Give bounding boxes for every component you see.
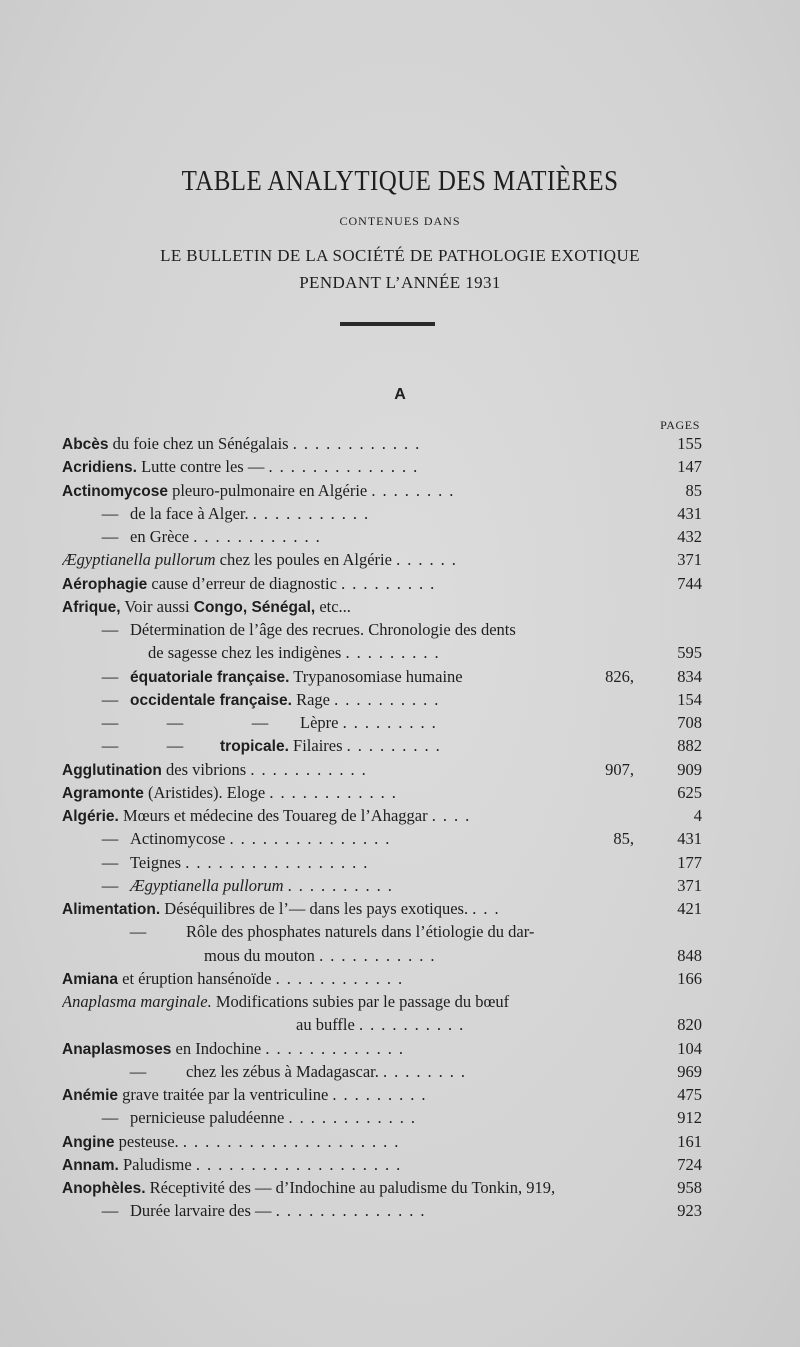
index-entry [62,479,702,502]
entry-text: Rage [296,689,330,709]
index-entry [62,944,702,967]
page-number: 85 [685,480,702,500]
section-letter: A [394,386,406,403]
entry-label [296,1013,640,1036]
page-number: 708 [677,713,702,732]
entry-text: Ægyptianella pullorum [130,875,284,895]
entry-subheading: équatoriale française. [130,668,290,686]
entry-label [62,572,640,596]
index-entry [62,1013,702,1036]
title-rule [340,322,435,326]
dash-mark: — [101,875,119,895]
index-entry [62,641,702,664]
dash-mark: — [101,666,119,686]
entry-label [62,711,640,734]
entry-text: en Indochine [175,1038,262,1058]
entry-label [62,967,640,991]
leader-dots: ......... [346,736,447,756]
dash-mark: — [101,527,119,546]
index-entry [62,1083,702,1106]
leader-dots: .................... [182,1131,406,1151]
entry-heading: Anophèles. [62,1180,146,1197]
entry-label [62,1060,640,1083]
page-number: 104 [677,1038,702,1058]
entry-label [62,734,640,758]
entry-heading: Abcès [62,436,109,453]
leader-dots: ............. [265,1038,410,1058]
dash-mark: — [166,713,184,732]
index-entry [62,502,702,525]
subtitle-contenues: CONTENUES DANS [339,214,461,228]
entry-text: pesteuse. [118,1131,179,1151]
entry-text: en Grèce [130,527,190,546]
index-entry [62,455,702,478]
leader-dots: ......... [342,713,443,732]
index-entry [62,1153,702,1176]
index-entry [62,851,702,874]
index-entry [62,1176,702,1199]
page-number: 4 [693,806,702,825]
index-entries [62,432,702,1223]
page-number: 166 [677,968,702,988]
entry-label [62,618,640,641]
leader-dots: ................. [185,852,375,872]
page-number: 371 [677,875,702,895]
entry-text: grave traitée par la ventriculine [122,1085,329,1104]
page-number: 912 [677,1108,702,1128]
index-entry [62,758,702,781]
entry-label [62,758,590,782]
index-entry [62,595,702,618]
page-number: 475 [677,1085,702,1104]
entry-text: des vibrions [166,759,247,779]
dash-mark: — [101,852,119,872]
subtitle-annee: PENDANT L’ANNÉE 1931 [299,273,501,292]
entry-text: Mœurs et médecine des Touareg de l’Ahaggar [122,806,428,825]
index-entry [62,618,702,641]
leader-dots: ... [472,899,506,918]
entry-text: du foie chez un Sénégalais [112,434,289,453]
leader-dots: ........... [250,759,373,779]
entry-label [148,641,640,664]
entry-text: Filaires [293,736,343,756]
page-number: 431 [677,503,702,523]
leader-dots: .......... [287,875,399,895]
entry-label [62,688,640,712]
page-number: 161 [677,1131,702,1151]
leader-dots: ........... [252,503,376,523]
leader-dots: ............ [288,1108,423,1128]
entry-heading: Anaplasma marginale. [62,992,212,1011]
page-number: 923 [677,1201,702,1221]
entry-text: chez les poules en Algérie [219,550,392,570]
entry-text: Actinomycose [130,829,226,849]
entry-label [62,1130,640,1154]
page-number: 834 [677,666,702,686]
leader-dots: ............... [229,829,397,849]
page-number: 882 [677,736,702,756]
dash-mark: — [129,922,147,942]
index-entry [62,525,702,548]
page-number: 154 [677,689,702,709]
dash-mark: — [101,1108,119,1128]
entry-text: Rôle des phosphates naturels dans l’étiologie du dar- [186,922,535,942]
dash-mark: — [101,620,119,639]
entry-text: au buffle [296,1015,355,1035]
entry-text: etc... [319,596,351,616]
leader-dots: ............ [193,527,327,546]
entry-text: de sagesse chez les indigènes [148,643,342,663]
leader-dots: .............. [268,457,425,477]
entry-label [62,1153,640,1177]
index-entry [62,572,702,595]
entry-heading: Anémie [62,1087,118,1104]
entry-label [62,804,640,828]
index-entry [62,1060,702,1083]
page-number: 595 [677,643,702,663]
dash-mark: — [101,1201,119,1221]
page-title: TABLE ANALYTIQUE DES MATIÈRES [181,165,619,197]
page-number: 431 [677,829,702,849]
entry-label [62,920,640,943]
index-entry [62,804,702,827]
leader-dots: ......... [341,573,442,593]
entry-label [62,1176,640,1200]
page-number: 371 [677,550,702,570]
entry-label [62,827,590,850]
page-number: 969 [677,1061,702,1081]
index-entry [62,920,702,943]
dash-mark: — [101,503,119,523]
entry-text: Voir aussi [124,596,190,616]
entry-text: Détermination de l’âge des recrues. Chronologie des dents [130,620,516,639]
index-entry [62,688,702,711]
dash-mark: — [129,1061,147,1081]
entry-label [62,525,640,548]
index-entry [62,548,702,571]
leader-dots: ............ [269,782,403,802]
entry-text: mous du mouton [204,945,315,965]
entry-text: Modifications subies par le passage du bœuf [215,992,510,1011]
subtitle-bulletin: LE BULLETIN DE LA SOCIÉTÉ DE PATHOLOGIE EXOTIQUE [160,246,640,265]
entry-label [62,479,640,503]
index-entry [62,1106,702,1129]
entry-text: de la face à Alger. [130,503,249,523]
leader-dots: ......... [332,1085,433,1104]
leader-dots: .... [431,806,477,825]
index-entry [62,967,702,990]
leader-dots: .............. [275,1201,432,1221]
index-entry [62,1199,702,1222]
entry-label [62,548,640,571]
entry-heading: Ægyptianella pullorum [62,550,216,570]
dash-mark: — [101,736,119,756]
entry-heading: Aérophagie [62,575,148,593]
page-number: 432 [677,527,702,546]
entry-text: chez les zébus à Madagascar. [186,1061,379,1081]
leader-dots: .......... [334,689,446,709]
entry-label [62,595,640,619]
entry-text: pernicieuse paludéenne [130,1108,285,1128]
index-entry [62,874,702,897]
entry-text: Trypanosomiase humaine [293,666,463,686]
entry-subheading: occidentale française. [130,691,292,709]
dash-mark: — [101,829,119,849]
entry-heading: Actinomycose [62,482,168,500]
leader-dots: ................... [195,1154,408,1174]
entry-label [204,944,640,967]
index-entry [62,432,702,455]
entry-heading: Agglutination [62,761,162,779]
entry-label [62,502,640,525]
entry-label [62,665,590,689]
entry-heading: Agramonte [62,784,144,802]
entry-label [62,1037,640,1061]
index-entry [62,781,702,804]
page-number-secondary: 826, [605,666,634,686]
leader-dots: ............ [275,968,410,988]
entry-heading: Algérie. [62,808,119,825]
entry-label [62,990,640,1013]
dash-mark: — [101,689,119,709]
leader-dots: ........... [319,945,442,965]
entry-text: Lèpre [300,713,339,732]
pages-column-header: PAGES [660,418,700,432]
dash-mark: — [166,736,184,756]
leader-dots: ............ [292,434,427,453]
index-entry [62,665,702,688]
entry-text: cause d’erreur de diagnostic [151,573,337,593]
page-number: 724 [677,1154,702,1174]
entry-text: Déséquilibres de l’— dans les pays exotiques. [164,899,469,918]
leader-dots: ........ [383,1061,472,1081]
leader-dots: .......... [358,1015,471,1035]
entry-text: (Aristides). Eloge [147,782,266,802]
entry-text: Durée larvaire des — [130,1201,272,1221]
entry-subheading: tropicale. [220,738,289,756]
page-number: 820 [677,1015,702,1035]
page-number: 848 [677,945,702,965]
leader-dots: ......... [345,643,446,663]
page-number: 147 [677,457,702,477]
leader-dots: ........ [371,480,461,500]
page-number: 909 [677,759,702,779]
entry-heading: Anaplasmoses [62,1040,172,1058]
entry-text: Paludisme [122,1154,192,1174]
entry-label [62,455,640,479]
entry-text: pleuro-pulmonaire en Algérie [172,480,368,500]
entry-label [62,1083,640,1107]
entry-text: Lutte contre les — [141,457,265,477]
index-entry [62,827,702,850]
entry-label [62,1199,640,1222]
page-number: 958 [677,1178,702,1197]
entry-label [62,432,640,456]
leader-dots: ...... [396,550,463,570]
entry-text: et éruption hansénoïde [122,968,272,988]
index-entry [62,1037,702,1060]
index-entry [62,734,702,757]
index-entry [62,990,702,1013]
page-number: 177 [677,852,702,872]
entry-heading: Annam. [62,1156,119,1174]
page-number: 421 [677,899,702,918]
entry-heading: Amiana [62,970,118,988]
entry-label [62,874,640,897]
page-number: 744 [677,573,702,593]
entry-heading: Afrique, [62,598,121,616]
page-number-secondary: 85, [613,829,634,849]
entry-label [62,897,640,921]
dash-mark: — [251,713,269,732]
entry-heading: Acridiens. [62,459,137,477]
entry-heading: Alimentation. [62,901,161,918]
dash-mark: — [101,713,119,732]
index-entry [62,711,702,734]
entry-subheading: Congo, Sénégal, [193,598,316,616]
page-number-secondary: 907, [605,759,634,779]
entry-label [62,1106,640,1129]
entry-text: Réceptivité des — d’Indochine au paludisme du Tonkin, 919, [149,1178,556,1197]
entry-heading: Angine [62,1133,115,1151]
page-number: 155 [677,434,702,453]
page-number: 625 [677,782,702,802]
entry-label [62,851,640,874]
index-entry [62,897,702,920]
entry-label [62,781,640,805]
index-entry [62,1130,702,1153]
entry-text: Teignes [130,852,182,872]
